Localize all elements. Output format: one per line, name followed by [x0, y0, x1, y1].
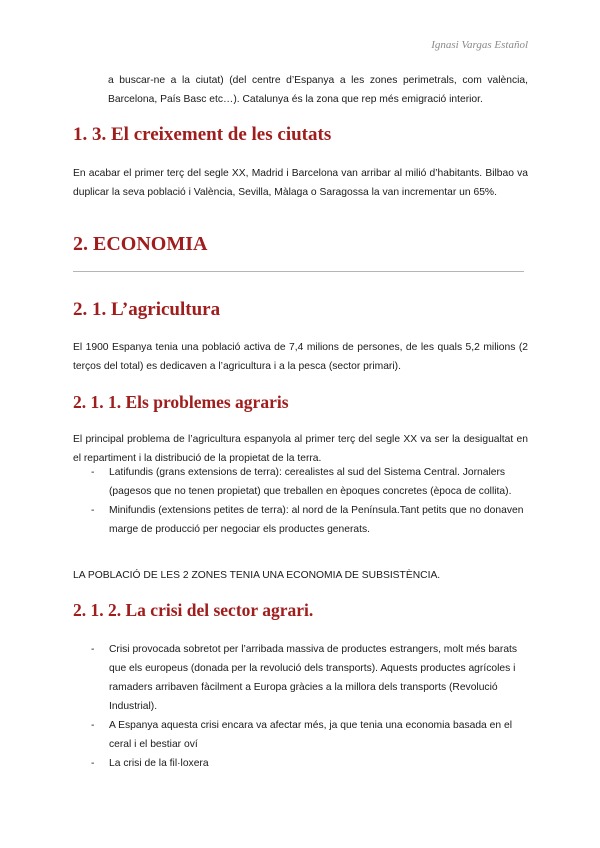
- bullet-dash: -: [91, 505, 95, 516]
- subsistence-statement: LA POBLACIÓ DE LES 2 ZONES TENIA UNA ECONOMIA DE SUBSISTÈNCIA.: [73, 570, 441, 581]
- list-item-text: Latifundis (grans extensions de terra): cerealistes al sud del Sistema Central. Jornalers (pagesos que no tenen propietat) que treballen en èpoques concretes (època de collita).: [109, 467, 512, 497]
- heading-2: 2. ECONOMIA: [73, 233, 208, 255]
- header-author: Ignasi Vargas Estañol: [431, 39, 528, 51]
- problems-list: [73, 463, 528, 539]
- crisis-list: [73, 640, 528, 773]
- list-item-text: Minifundis (extensions petites de terra): al nord de la Península.Tant petits que no donaven marge de producció per negociar els productes generats.: [109, 505, 524, 535]
- paragraph-2-1-1-intro: El principal problema de l’agricultura espanyola al primer terç del segle XX va ser la desigualtat en el repartiment i la distribució de la propietat de la terra.: [73, 434, 528, 464]
- list-item-text: Crisi provocada sobretot per l’arribada massiva de productes estrangers, molt més barats que els europeus (donada per la revolució dels transports). Aquests productes agrícoles i ramaders arribaven fàcilment a Europa gràcies a la millora dels transports (Revolució Industrial).: [109, 644, 518, 712]
- list-item: [73, 754, 528, 773]
- bullet-dash: -: [91, 467, 95, 478]
- bullet-dash: -: [91, 720, 95, 731]
- list-item: [73, 463, 528, 501]
- heading-2-1: 2. 1. L’agricultura: [73, 299, 221, 320]
- heading-2-1-2: 2. 1. 2. La crisi del sector agrari.: [73, 600, 314, 620]
- paragraph-1-3: En acabar el primer terç del segle XX, Madrid i Barcelona van arribar al milió d’habitants. Bilbao va duplicar la seva població i València, Sevilla, Màlaga o Saragossa la van incrementar un 65%.: [73, 168, 528, 198]
- list-item-text: A Espanya aquesta crisi encara va afectar més, ja que tenia una economia basada en el ceral i el bestiar oví: [109, 720, 512, 750]
- bullet-dash: -: [91, 644, 95, 655]
- heading-1-3: 1. 3. El creixement de les ciutats: [73, 124, 332, 145]
- list-item: [73, 501, 528, 539]
- continuation-paragraph: a buscar-ne a la ciutat) (del centre d’Espanya a les zones perimetrals, com valència, Barcelona, País Basc etc…). Catalunya és la zona que rep més emigració interior.: [108, 75, 528, 105]
- list-item-text: La crisi de la fil·loxera: [109, 758, 209, 769]
- list-item: [73, 640, 528, 716]
- section-divider: [73, 271, 524, 272]
- heading-2-1-1: 2. 1. 1. Els problemes agraris: [73, 392, 289, 412]
- bullet-dash: -: [91, 758, 95, 769]
- list-item: [73, 716, 528, 754]
- paragraph-2-1: El 1900 Espanya tenia una població activa de 7,4 milions de persones, de les quals 5,2 milions (2 terços del total) es dedicaven a l’agricultura i a la pesca (sector primari).: [73, 342, 528, 372]
